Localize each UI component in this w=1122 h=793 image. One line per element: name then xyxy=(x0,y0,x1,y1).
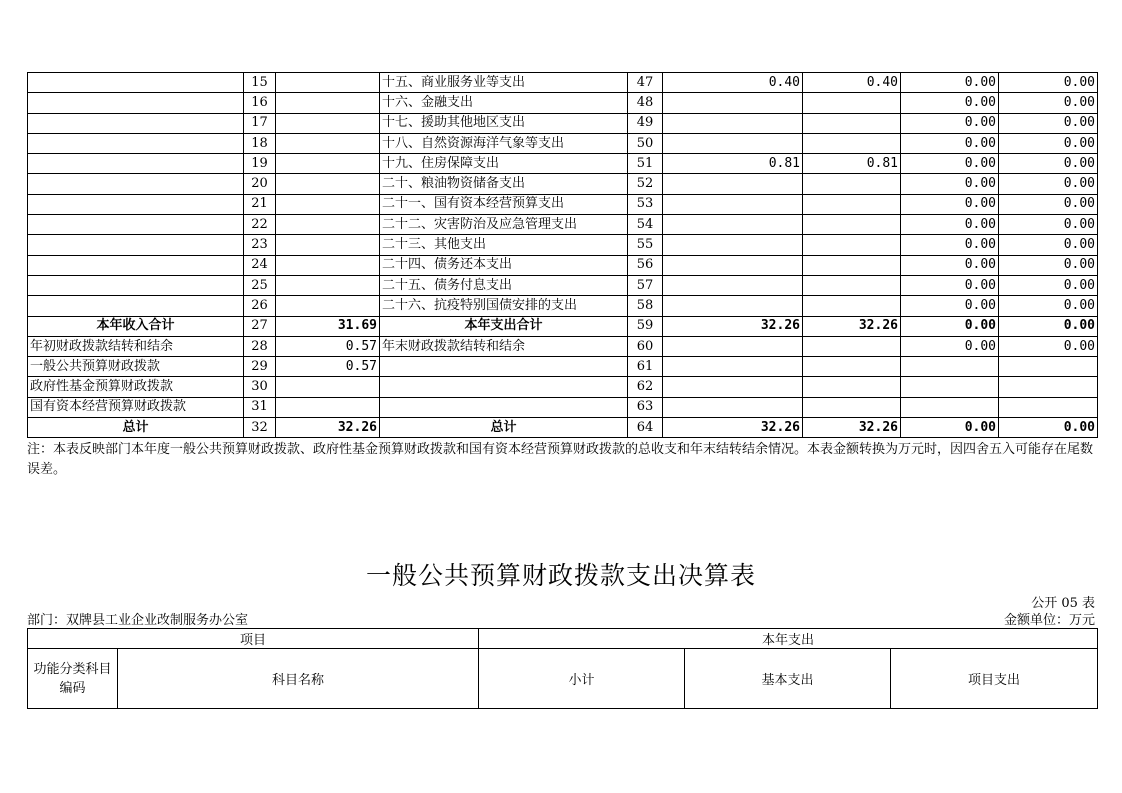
total-amount: 0.81 xyxy=(663,154,803,174)
left-line-no: 29 xyxy=(244,357,276,377)
right-label: 二十二、灾害防治及应急管理支出 xyxy=(380,215,628,235)
right-line-no: 60 xyxy=(628,336,663,356)
right-label: 十八、自然资源海洋气象等支出 xyxy=(380,133,628,153)
other-amount: 0.00 xyxy=(999,133,1098,153)
total-amount xyxy=(663,336,803,356)
basic-amount xyxy=(803,336,901,356)
left-label xyxy=(28,133,244,153)
left-label: 国有资本经营预算财政拨款 xyxy=(28,397,244,417)
left-amount: 31.69 xyxy=(276,316,380,336)
left-amount xyxy=(276,113,380,133)
left-label: 总计 xyxy=(28,418,244,438)
basic-amount xyxy=(803,377,901,397)
income-expense-table xyxy=(27,72,1098,438)
total-amount xyxy=(663,235,803,255)
project-amount: 0.00 xyxy=(901,316,999,336)
right-label: 十七、援助其他地区支出 xyxy=(380,113,628,133)
header-project: 项目支出 xyxy=(891,649,1098,709)
other-amount: 0.00 xyxy=(999,418,1098,438)
total-amount xyxy=(663,133,803,153)
project-amount: 0.00 xyxy=(901,174,999,194)
project-amount xyxy=(901,357,999,377)
left-label: 政府性基金预算财政拨款 xyxy=(28,377,244,397)
right-label: 总计 xyxy=(380,418,628,438)
total-amount xyxy=(663,275,803,295)
project-amount xyxy=(901,397,999,417)
right-line-no: 54 xyxy=(628,215,663,235)
expenditure-table-header xyxy=(27,628,1098,709)
left-label: 年初财政拨款结转和结余 xyxy=(28,336,244,356)
basic-amount xyxy=(803,194,901,214)
project-amount: 0.00 xyxy=(901,133,999,153)
other-amount: 0.00 xyxy=(999,73,1098,93)
basic-amount xyxy=(803,113,901,133)
left-label xyxy=(28,174,244,194)
left-amount: 32.26 xyxy=(276,418,380,438)
header-item: 项目 xyxy=(28,629,479,649)
table-row xyxy=(28,336,1098,356)
left-label xyxy=(28,275,244,295)
table-row xyxy=(28,255,1098,275)
left-label xyxy=(28,73,244,93)
basic-amount xyxy=(803,174,901,194)
left-line-no: 32 xyxy=(244,418,276,438)
left-line-no: 16 xyxy=(244,93,276,113)
right-label: 二十六、抗疫特别国债安排的支出 xyxy=(380,296,628,316)
left-amount: 0.57 xyxy=(276,357,380,377)
right-line-no: 61 xyxy=(628,357,663,377)
right-line-no: 56 xyxy=(628,255,663,275)
table-row xyxy=(28,154,1098,174)
right-label: 二十三、其他支出 xyxy=(380,235,628,255)
left-line-no: 22 xyxy=(244,215,276,235)
left-line-no: 15 xyxy=(244,73,276,93)
header-current-year: 本年支出 xyxy=(479,629,1098,649)
other-amount: 0.00 xyxy=(999,255,1098,275)
table-row xyxy=(28,397,1098,417)
left-amount xyxy=(276,93,380,113)
basic-amount xyxy=(803,275,901,295)
right-line-no: 57 xyxy=(628,275,663,295)
basic-amount: 0.40 xyxy=(803,73,901,93)
other-amount: 0.00 xyxy=(999,194,1098,214)
total-amount xyxy=(663,174,803,194)
table-row xyxy=(28,235,1098,255)
table-row xyxy=(28,275,1098,295)
right-label xyxy=(380,397,628,417)
left-label xyxy=(28,113,244,133)
left-label: 一般公共预算财政拨款 xyxy=(28,357,244,377)
other-amount: 0.00 xyxy=(999,235,1098,255)
total-amount xyxy=(663,255,803,275)
left-label xyxy=(28,215,244,235)
table-row xyxy=(28,93,1098,113)
project-amount: 0.00 xyxy=(901,235,999,255)
other-amount: 0.00 xyxy=(999,154,1098,174)
form-code: 公开 05 表 xyxy=(1031,596,1095,611)
right-line-no: 50 xyxy=(628,133,663,153)
right-line-no: 49 xyxy=(628,113,663,133)
total-amount: 32.26 xyxy=(663,418,803,438)
basic-amount xyxy=(803,397,901,417)
right-label: 二十四、债务还本支出 xyxy=(380,255,628,275)
total-amount xyxy=(663,397,803,417)
left-amount xyxy=(276,154,380,174)
project-amount: 0.00 xyxy=(901,418,999,438)
table-row xyxy=(28,215,1098,235)
left-amount xyxy=(276,133,380,153)
right-line-no: 55 xyxy=(628,235,663,255)
total-amount: 0.40 xyxy=(663,73,803,93)
other-amount xyxy=(999,357,1098,377)
left-line-no: 27 xyxy=(244,316,276,336)
right-label xyxy=(380,377,628,397)
left-amount xyxy=(276,194,380,214)
right-line-no: 62 xyxy=(628,377,663,397)
right-label: 十六、金融支出 xyxy=(380,93,628,113)
left-line-no: 25 xyxy=(244,275,276,295)
table-row xyxy=(28,133,1098,153)
right-label: 二十五、债务付息支出 xyxy=(380,275,628,295)
left-line-no: 19 xyxy=(244,154,276,174)
other-amount: 0.00 xyxy=(999,113,1098,133)
right-label xyxy=(380,357,628,377)
table-note: 注：本表反映部门本年度一般公共预算财政拨款、政府性基金预算财政拨款和国有资本经营预算财政拨款的总收支和年末结转结余情况。本表金额转换为万元时，因四舍五入可能存在尾数误差。 xyxy=(27,442,1094,477)
project-amount: 0.00 xyxy=(901,194,999,214)
project-amount xyxy=(901,377,999,397)
right-label: 二十、粮油物资储备支出 xyxy=(380,174,628,194)
left-line-no: 30 xyxy=(244,377,276,397)
department-label: 部门：双牌县工业企业改制服务办公室 xyxy=(27,613,249,628)
left-line-no: 18 xyxy=(244,133,276,153)
left-label xyxy=(28,93,244,113)
project-amount: 0.00 xyxy=(901,255,999,275)
total-amount xyxy=(663,93,803,113)
header-subtotal: 小计 xyxy=(479,649,685,709)
left-label: 本年收入合计 xyxy=(28,316,244,336)
right-line-no: 58 xyxy=(628,296,663,316)
right-line-no: 47 xyxy=(628,73,663,93)
basic-amount xyxy=(803,133,901,153)
left-amount xyxy=(276,296,380,316)
project-amount: 0.00 xyxy=(901,215,999,235)
left-line-no: 31 xyxy=(244,397,276,417)
total-amount xyxy=(663,194,803,214)
project-amount: 0.00 xyxy=(901,336,999,356)
right-label: 十五、商业服务业等支出 xyxy=(380,73,628,93)
project-amount: 0.00 xyxy=(901,93,999,113)
table-row xyxy=(28,113,1098,133)
left-line-no: 17 xyxy=(244,113,276,133)
table-row xyxy=(28,73,1098,93)
header-subject-name: 科目名称 xyxy=(118,649,479,709)
other-amount: 0.00 xyxy=(999,296,1098,316)
other-amount: 0.00 xyxy=(999,275,1098,295)
right-line-no: 53 xyxy=(628,194,663,214)
project-amount: 0.00 xyxy=(901,113,999,133)
left-amount xyxy=(276,377,380,397)
left-amount xyxy=(276,235,380,255)
project-amount: 0.00 xyxy=(901,154,999,174)
total-amount xyxy=(663,357,803,377)
project-amount: 0.00 xyxy=(901,73,999,93)
amount-unit-label: 金额单位：万元 xyxy=(1003,613,1095,628)
right-label: 二十一、国有资本经营预算支出 xyxy=(380,194,628,214)
total-amount xyxy=(663,113,803,133)
right-line-no: 52 xyxy=(628,174,663,194)
right-line-no: 59 xyxy=(628,316,663,336)
left-label xyxy=(28,296,244,316)
table-row xyxy=(28,357,1098,377)
table-row xyxy=(28,296,1098,316)
other-amount: 0.00 xyxy=(999,336,1098,356)
left-label xyxy=(28,154,244,174)
left-amount xyxy=(276,255,380,275)
right-label: 十九、住房保障支出 xyxy=(380,154,628,174)
total-amount xyxy=(663,215,803,235)
basic-amount xyxy=(803,255,901,275)
right-line-no: 48 xyxy=(628,93,663,113)
left-label xyxy=(28,235,244,255)
basic-amount xyxy=(803,93,901,113)
left-amount xyxy=(276,215,380,235)
other-amount: 0.00 xyxy=(999,316,1098,336)
right-label: 本年支出合计 xyxy=(380,316,628,336)
total-amount xyxy=(663,296,803,316)
other-amount: 0.00 xyxy=(999,174,1098,194)
basic-amount xyxy=(803,296,901,316)
total-amount: 32.26 xyxy=(663,316,803,336)
header-basic: 基本支出 xyxy=(685,649,891,709)
other-amount xyxy=(999,377,1098,397)
left-line-no: 21 xyxy=(244,194,276,214)
other-amount xyxy=(999,397,1098,417)
total-row xyxy=(28,418,1098,438)
project-amount: 0.00 xyxy=(901,296,999,316)
left-amount xyxy=(276,275,380,295)
page-title: 一般公共预算财政拨款支出决算表 xyxy=(365,561,756,590)
left-label xyxy=(28,255,244,275)
subtotal-row xyxy=(28,316,1098,336)
right-label: 年末财政拨款结转和结余 xyxy=(380,336,628,356)
basic-amount xyxy=(803,357,901,377)
right-line-no: 63 xyxy=(628,397,663,417)
other-amount: 0.00 xyxy=(999,93,1098,113)
basic-amount xyxy=(803,235,901,255)
left-line-no: 26 xyxy=(244,296,276,316)
table-row xyxy=(28,194,1098,214)
right-line-no: 51 xyxy=(628,154,663,174)
left-line-no: 28 xyxy=(244,336,276,356)
left-line-no: 23 xyxy=(244,235,276,255)
left-amount xyxy=(276,73,380,93)
basic-amount: 32.26 xyxy=(803,418,901,438)
left-label xyxy=(28,194,244,214)
left-line-no: 24 xyxy=(244,255,276,275)
project-amount: 0.00 xyxy=(901,275,999,295)
header-func-code: 功能分类科目编码 xyxy=(28,649,118,709)
basic-amount: 0.81 xyxy=(803,154,901,174)
left-amount xyxy=(276,174,380,194)
left-amount xyxy=(276,397,380,417)
basic-amount xyxy=(803,215,901,235)
basic-amount: 32.26 xyxy=(803,316,901,336)
table-row xyxy=(28,174,1098,194)
left-line-no: 20 xyxy=(244,174,276,194)
right-line-no: 64 xyxy=(628,418,663,438)
table-row xyxy=(28,377,1098,397)
left-amount: 0.57 xyxy=(276,336,380,356)
other-amount: 0.00 xyxy=(999,215,1098,235)
total-amount xyxy=(663,377,803,397)
